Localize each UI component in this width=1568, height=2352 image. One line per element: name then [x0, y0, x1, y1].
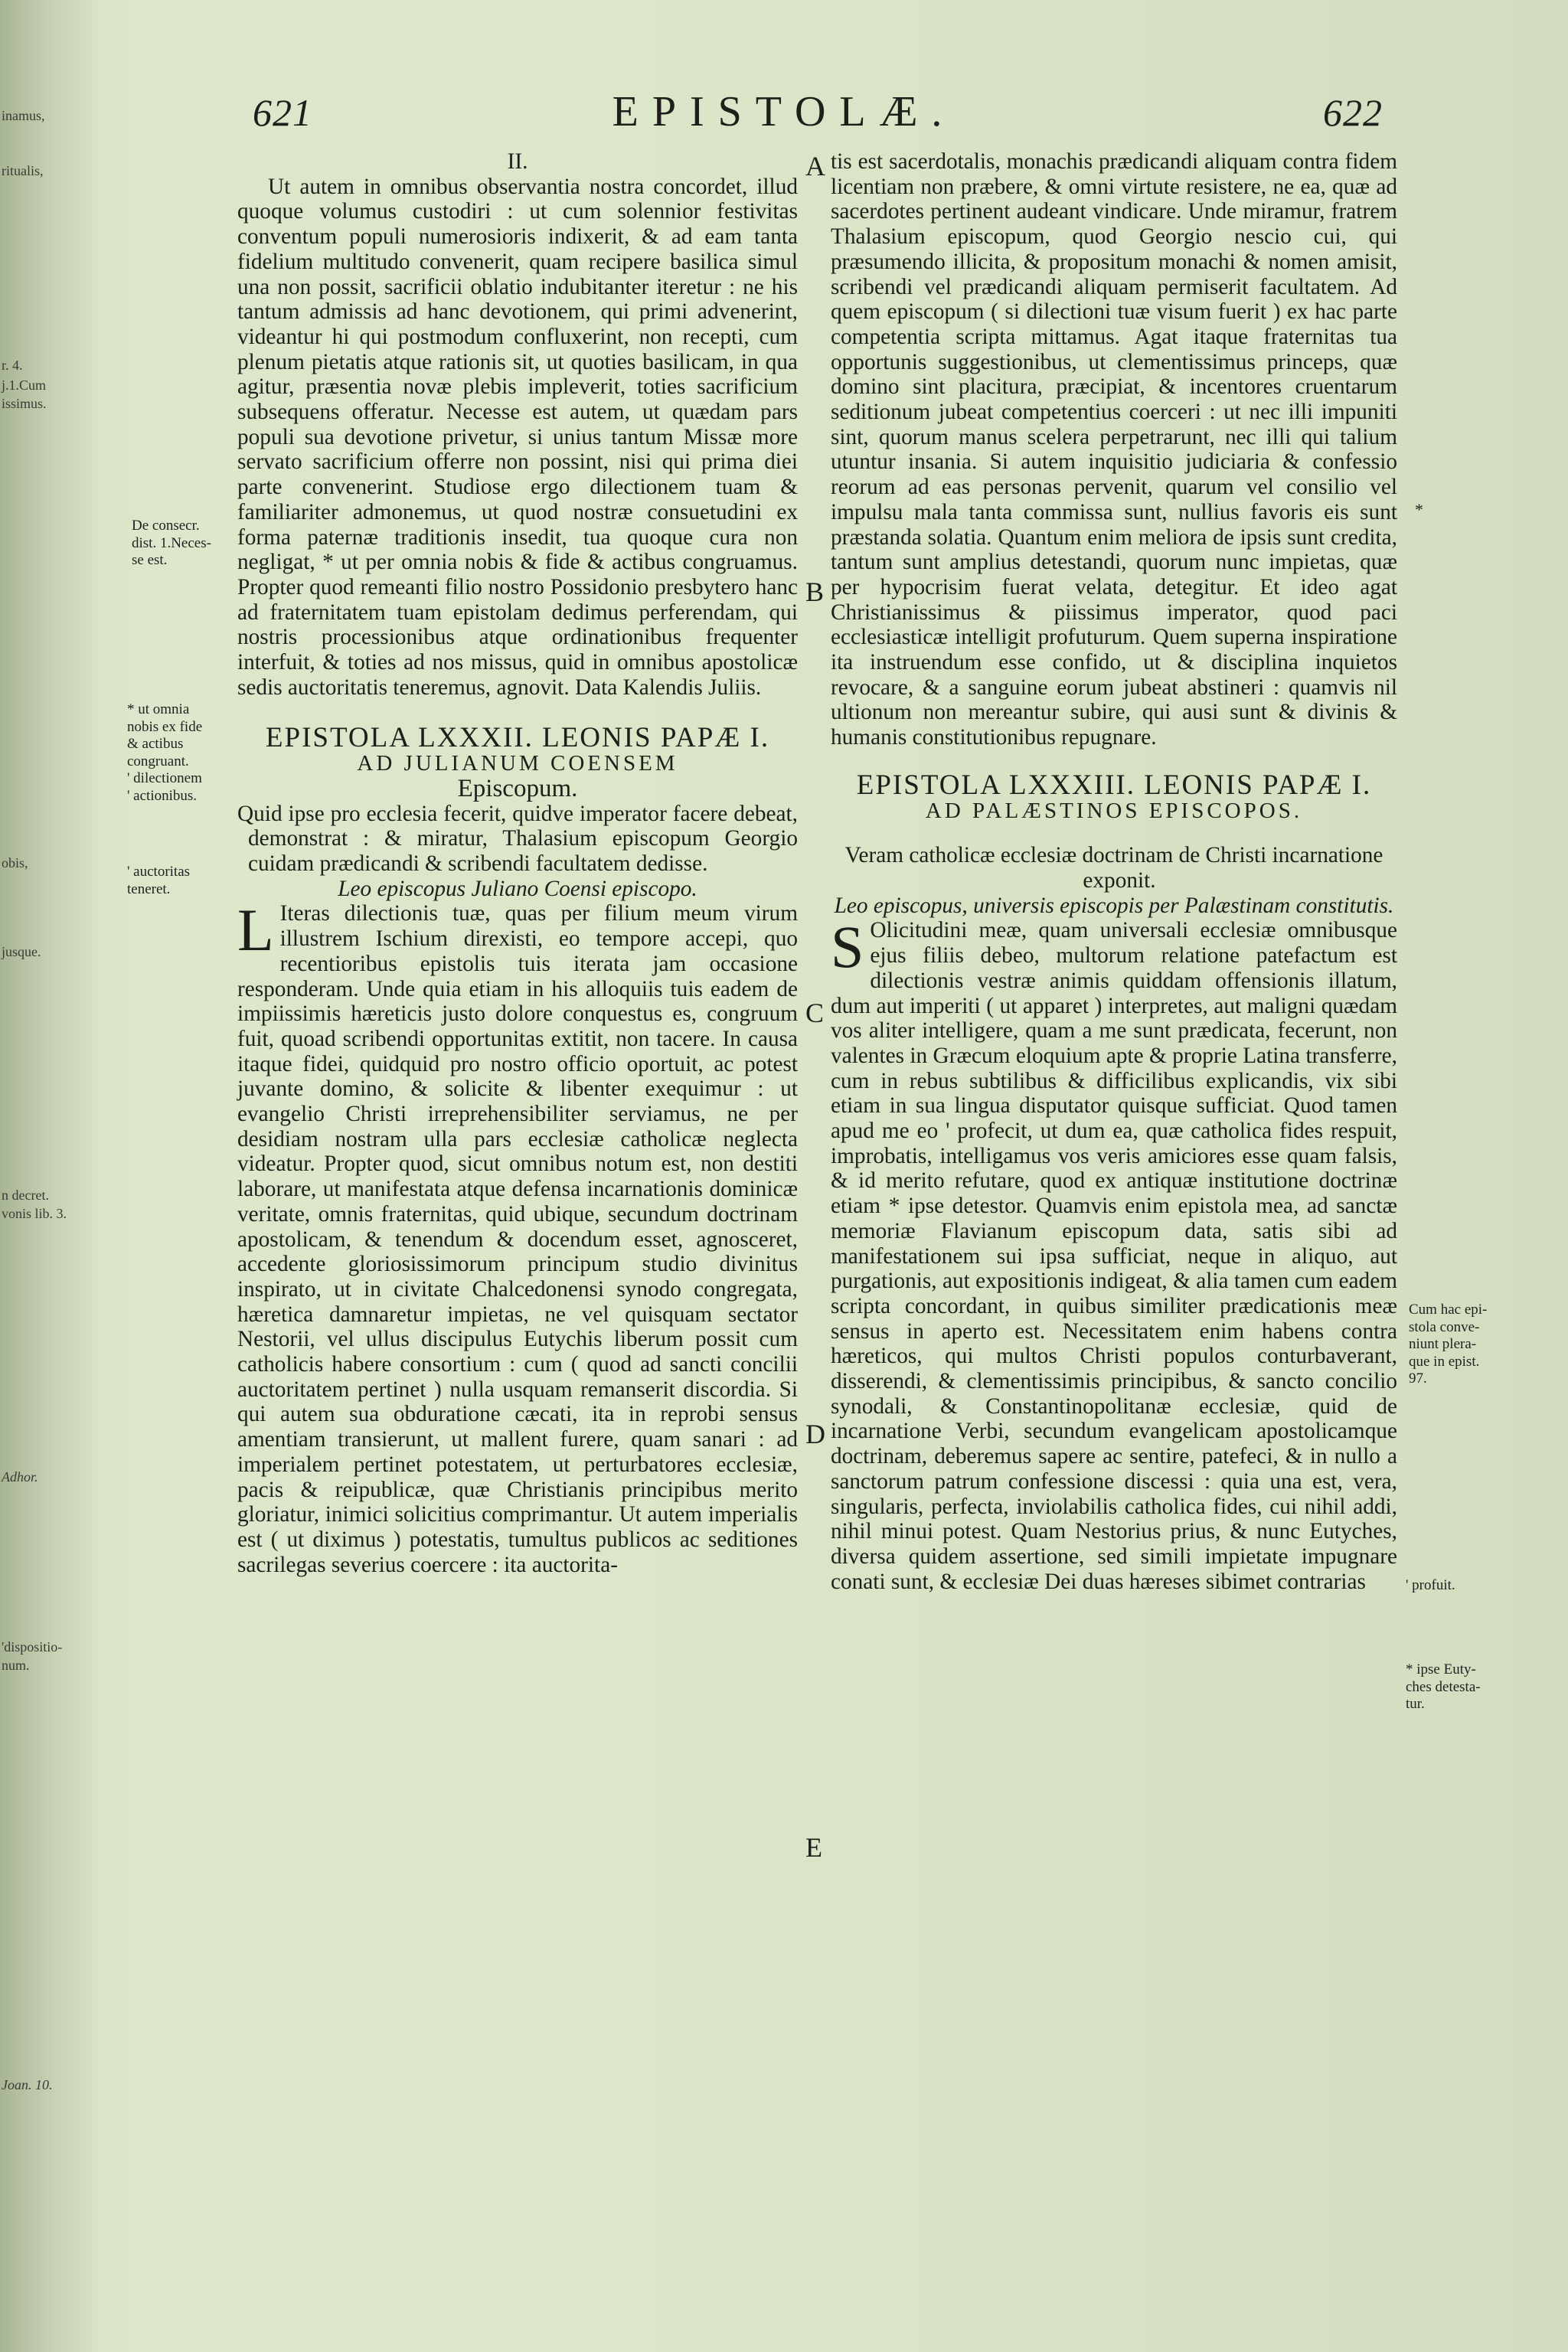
margin-note: De consecr. dist. 1.Neces- se est. — [132, 518, 211, 568]
margin-note: Cum hac epi- stola conve- niunt plera- que in epist. 97. — [1409, 1302, 1488, 1387]
left-page-number: 621 — [253, 91, 312, 134]
epistle-addressee: AD PALÆSTINOS EPISCOPOS. — [925, 798, 1303, 823]
prev-margin-note: ritualis, — [2, 163, 44, 178]
right-page-number: 622 — [1323, 91, 1383, 134]
margin-note: * ut omnia nobis ex fide & actibus congruant. ' dilectionem ' actionibus. — [127, 701, 203, 804]
epistle-addressee: AD JULIANUM COENSEM — [357, 751, 678, 776]
prev-margin-note: Joan. 10. — [2, 2077, 53, 2092]
prev-margin-note: j.1.Cum — [2, 377, 47, 393]
previous-page-margin — [2, 0, 86, 2352]
prev-margin-note: 'dispositio- — [2, 1639, 63, 1655]
section-letter: D — [805, 1419, 825, 1449]
right-column — [831, 149, 1397, 1594]
margin-note: ' auctoritas teneret. — [127, 864, 191, 897]
section-letter: E — [805, 1832, 822, 1863]
prev-margin-note: obis, — [2, 855, 28, 871]
epistle-summary: Veram catholicæ ecclesiæ doctrinam de Christi incarnatione exponit. — [844, 843, 1383, 893]
prev-margin-note: issimus. — [2, 396, 47, 411]
epistle-title: EPISTOLA LXXXIII. LEONIS PAPÆ I. — [856, 769, 1372, 801]
paragraph: Ut autem in omnibus observantia nostra concordet, illud quoque volumus custodiri : ut cum solennior festivitas conventum populi numerosioris indixerit, & ad eam tanta fidelium multitudo convenerit, quam recipere basilica simul una non possit, sacrificii oblatio indubitanter iteretur : ne his tantum admissis ad hanc devotionem, qui primi advenerint, videantur hi qui postmodum confluxerint, non recepti, cum plenum pietatis atque rationis sit, ut quoties basilicam, in qua agitur, præsentia novæ plebis impleverit, toties sacrificium subsequens offeratur. Necesse est autem, ut quædam pars populi sua devotione privetur, si unius tantum Missæ more servato sacrificium offerre non possint, nisi qui prima diei parte convenerint. Studiose ergo dilectionem tuam & familiariter admonemus, ut quod nostræ consuetudini ex forma paternæ traditionis insedit, tua quoque cura non negligat, * ut per omnia nobis & fide & actibus congruamus. Propter quod remeanti filio nostro Possidonio presbytero hanc ad fraternitatem tuam epistolam dedimus perferendam, qui nostris processionibus atque ordinationibus frequenter interfuit, & toties ad nos missus, quid in omnibus apostolicæ sedis auctoritatis teneremus, agnovit. Data Kalendis Juliis. — [237, 174, 798, 700]
prev-margin-note: vonis lib. 3. — [2, 1206, 67, 1221]
body-text: Iteras dilectionis tuæ, quas per filium meum virum illustrem Ischium direxisti, eo tempore accepi, quo recentioribus epistolis tuis iterata jam occasione responderam. Unde quia etiam in his alloquiis tuis eadem de impiissimis hæreticis justo dolore conquestus es, congruum fuit, quoad scribendi opportunitas extitit, non tacere. In causa itaque fidei, quidquid pro nostro officio oportuit, ac potest juvante domino, & solicite & libenter exequimur : ut evangelio Christi irreprehensibiliter serviamus, ne per desidiam nostram ulla pars ecclesiæ catholicæ neglecta videatur. Propter quod, sicut omnibus notum est, non destiti laborare, ut manifestata atque defensa incarnationis dominicæ veritate, omnis fraternitas, quid ubique, secundum doctrinam apostolicam, & tenendum & docendum esset, agnosceret, accedente gloriosissimorum principum studio divinitus inspirato, ut in civitate Chalcedonensi synodo congregata, hæretica damnaretur impietas, ne vel quisquam sectator Nestorii, vel ullus discipulus Eutychis liberum possit cum catholicis habere consortium : cum ( quod ad sancti concilii auctoritatem pertinet ) nulla usquam remanserit discordia. Si qui autem sua obduratione cæcati, ita in reprobi sensus amentiam transierunt, ut mallent furere, quam sanari : ad imperialem pertinet potestatem, ut perturbatores ecclesiæ, pacis & reipublicæ, quæ Christianis principibus merito gloriatur, inimici solicitius comprimantur. Ut autem imperialis est ( ut diximus ) potestatis, tumultus publicos ac seditiones sacrilegas severius coercere : ita auctorita- — [237, 901, 798, 1577]
section-letter: C — [805, 998, 825, 1028]
section-number: II. — [507, 149, 528, 174]
epistle-addressee-office: Episcopum. — [457, 774, 578, 802]
salutation: Leo episcopus, universis episcopis per Palæstinam constitutis. — [834, 893, 1394, 918]
epistle-summary: Quid ipse pro ecclesia fecerit, quidve imperator facere debeat, demonstrat : & miratur, Thalasium episcopum Georgio cuidam prædicandi & scribendi facultatem dedisse. — [237, 801, 798, 876]
prev-margin-note: jusque. — [2, 944, 41, 959]
epistle-body — [831, 913, 1397, 1594]
margin-note: * ipse Euty- ches detesta- tur. — [1406, 1661, 1481, 1712]
drop-cap: S — [831, 913, 864, 981]
margin-asterisk: * — [1415, 500, 1423, 519]
prev-margin-note: n decret. — [2, 1187, 49, 1203]
prev-margin-note: r. 4. — [2, 358, 23, 373]
epistle-title: EPISTOLA LXXXII. LEONIS PAPÆ I. — [265, 722, 770, 754]
margin-note: ' profuit. — [1406, 1577, 1455, 1593]
paragraph: tis est sacerdotalis, monachis prædicandi aliquam contra fidem licentiam non præbere, & omni virtute resistere, ne ea, quæ ad sacerdotes pertinent audeant vindicare. Unde miramur, fratrem Thalasium episcopum, quod Georgio nescio cui, qui præsumendo illicita, & propositum monachi & nomen amisit, scribendi vel prædicandi aliquam permiserit facultatem. Ad quem episcopum ( si dilectioni tuæ visum fuerit ) ex hac parte competentia scripta mittamus. Agat itaque fraternitas tua opportunis suggestionibus, ut clementissimus princeps, quæ domino sint placitura, præcipiat, & incentores cruentarum seditionum jubeat competentius coerceri : ut nec illi impuniti sint, quorum manus scelera perpetrarunt, nec illi qui talium utuntur insania. Si autem inquisitio judiciaria & confessio reorum ad eas personas pervenit, quarum vel consilio vel impulsu mala tanta commissa sunt, nullius favoris eis sunt præstanda solatia. Quantum enim meliora de ipsis sunt credita, tantum sunt amplius detestandi, quorum nunc impietas, quæ per hypocrisim fuerat velata, detegitur. Et ideo agat Christianissimus & piissimus imperator, quod paci ecclesiasticæ intelligit profuturum. Quem superna inspiratione ita instruendum esse confido, ut & disciplina inquietos revocare, & a sanguine eorum jubeat abstineri : quamvis nil ultionum non mereantur subire, qui ausi sunt & divinis & humanis constitutionibus repugnare. — [831, 149, 1397, 750]
left-column — [237, 149, 798, 1577]
salutation: Leo episcopus Juliano Coensi episcopo. — [338, 876, 697, 901]
prev-margin-note: num. — [2, 1658, 30, 1673]
running-title: EPISTOLÆ. — [612, 88, 956, 136]
prev-margin-note: Adhor. — [2, 1469, 38, 1485]
prev-margin-note: inamus, — [2, 108, 45, 123]
drop-cap: L — [237, 897, 274, 964]
section-letter: B — [805, 577, 825, 607]
section-letter: A — [805, 151, 825, 181]
body-text: Olicitudini meæ, quam universali ecclesiæ omnibusque ejus filiis debeo, multorum relatione patefactum est dilectionis vestræ animis quiddam offensionis illatum, dum aut imperiti ( ut apparet ) interpretes, aut maligni quædam vos aliter intelligere, quam a me sunt prædicata, fecerunt, non valentes in Græcum eloquium apte & proprie Latina transferre, cum in rebus subtilibus & difficilibus explicandis, vix sibi etiam in sua lingua disputator quisque sufficiat. Quod tamen apud me eo ' profecit, ut dum ea, quæ catholica fides respuit, improbatis, intelligamus vos veris amiciores esse quam falsis, & id merito refutare, quod ex antiquæ institutione doctrinæ etiam * ipse detestor. Quamvis enim epistola mea, ad sanctæ memoriæ Flavianum episcopum data, satis sibi ad manifestationem sui ipsa sufficiat, neque in aliquo, aut purgationis, aut expositionis indigeat, & alia tamen cum eadem scripta concordant, in quibus similiter prædicationis meæ sensus in aperto est. Necessitatem enim habens contra hæreticos, qui multos Christi populos conturbaverant, disserendi, & clementissimis principibus, & sancto concilio synodali, & Constantinopolitanæ ecclesiæ, quid de incarnatione Verbi, secundum evangelicam apostolicamque doctrinam, deberemus sapere ac sentire, patefeci, & in nullo a sanctorum patrum confessione discessi : quia una est, vera, singularis, perfecta, inviolabilis catholica fides, cui nihil addi, nihil minui potest. Quam Nestorius prius, & nunc Eutyches, diversa quidem assertione, sed simili impietate impugnare conati sunt, & ecclesiæ Dei duas hæreses sibimet contrarias — [831, 918, 1397, 1594]
epistle-body — [237, 897, 798, 1577]
